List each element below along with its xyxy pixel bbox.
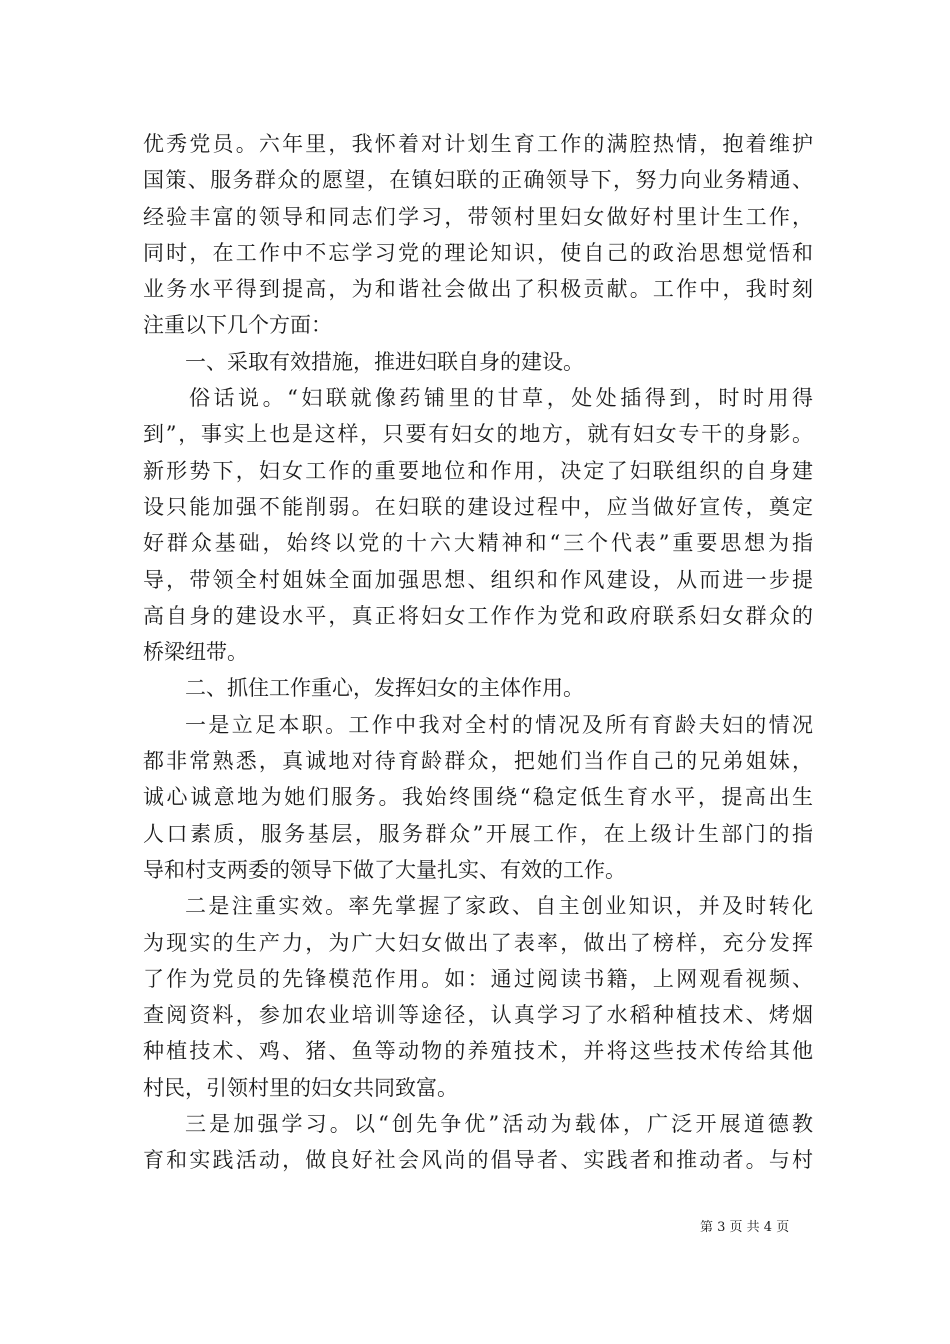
text-line: 人口素质，服务基层，服务群众”开展工作，在上级计生部门的指 <box>143 821 813 846</box>
text-line: 优秀党员。六年里，我怀着对计划生育工作的满腔热情，抱着维护 <box>143 132 813 156</box>
text-line: 设只能加强不能削弱。在妇联的建设过程中，应当做好宣传，奠定 <box>143 494 813 519</box>
text-line: 都非常熟悉，真诚地对待育龄群众，把她们当作自己的兄弟姐妹， <box>143 749 813 774</box>
text-line: 高自身的建设水平，真正将妇女工作作为党和政府联系妇女群众的 <box>143 603 813 628</box>
text-line: 俗话说。“妇联就像药铺里的甘草，处处插得到，时时用得 <box>189 386 813 411</box>
text-line: 诚心诚意地为她们服务。我始终围绕“稳定低生育水平，提高出生 <box>143 785 813 810</box>
body-text <box>143 126 813 1179</box>
text-line: 一是立足本职。工作中我对全村的情况及所有育龄夫妇的情况 <box>185 712 813 737</box>
text-line: 查阅资料，参加农业培训等途径，认真学习了水稻种植技术、烤烟 <box>143 1003 813 1028</box>
text-line: 新形势下，妇女工作的重要地位和作用，决定了妇联组织的自身建 <box>143 458 813 483</box>
text-line: 导，带领全村姐妹全面加强思想、组织和作风建设，从而进一步提 <box>143 567 813 592</box>
text-line: 为现实的生产力，为广大妇女做出了表率，做出了榜样，充分发挥 <box>143 930 813 955</box>
text-line: 同时，在工作中不忘学习党的理论知识，使自己的政治思想觉悟和 <box>143 240 813 265</box>
text-line: 二是注重实效。率先掌握了家政、自主创业知识，并及时转化 <box>185 894 813 919</box>
text-line: 经验丰富的领导和同志们学习，带领村里妇女做好村里计生工作， <box>143 204 813 229</box>
text-line: 好群众基础，始终以党的十六大精神和“三个代表”重要思想为指 <box>143 531 813 556</box>
text-line: 注重以下几个方面： <box>143 313 332 338</box>
page-number: 第 3 页 共 4 页 <box>700 1220 790 1235</box>
text-line: 了作为党员的先锋模范作用。如：通过阅读书籍，上网观看视频、 <box>143 966 813 991</box>
text-line: 到”，事实上也是这样，只要有妇女的地方，就有妇女专干的身影。 <box>143 422 813 447</box>
text-line: 桥梁纽带。 <box>143 640 248 665</box>
text-line: 育和实践活动，做良好社会风尚的倡导者、实践者和推动者。与村 <box>143 1148 813 1173</box>
text-line: 村民，引领村里的妇女共同致富。 <box>143 1075 458 1100</box>
text-line: 业务水平得到提高，为和谐社会做出了积极贡献。工作中，我时刻 <box>143 277 813 302</box>
text-line: 导和村支两委的领导下做了大量扎实、有效的工作。 <box>143 857 626 882</box>
text-line: 三是加强学习。以“创先争优”活动为载体，广泛开展道德教 <box>185 1112 813 1137</box>
text-line: 国策、服务群众的愿望，在镇妇联的正确领导下，努力向业务精通、 <box>143 168 813 193</box>
section-heading: 二、抓住工作重心，发挥妇女的主体作用。 <box>185 676 584 701</box>
section-heading: 一、采取有效措施，推进妇联自身的建设。 <box>185 349 584 374</box>
text-line: 种植技术、鸡、猪、鱼等动物的养殖技术，并将这些技术传给其他 <box>143 1039 813 1064</box>
